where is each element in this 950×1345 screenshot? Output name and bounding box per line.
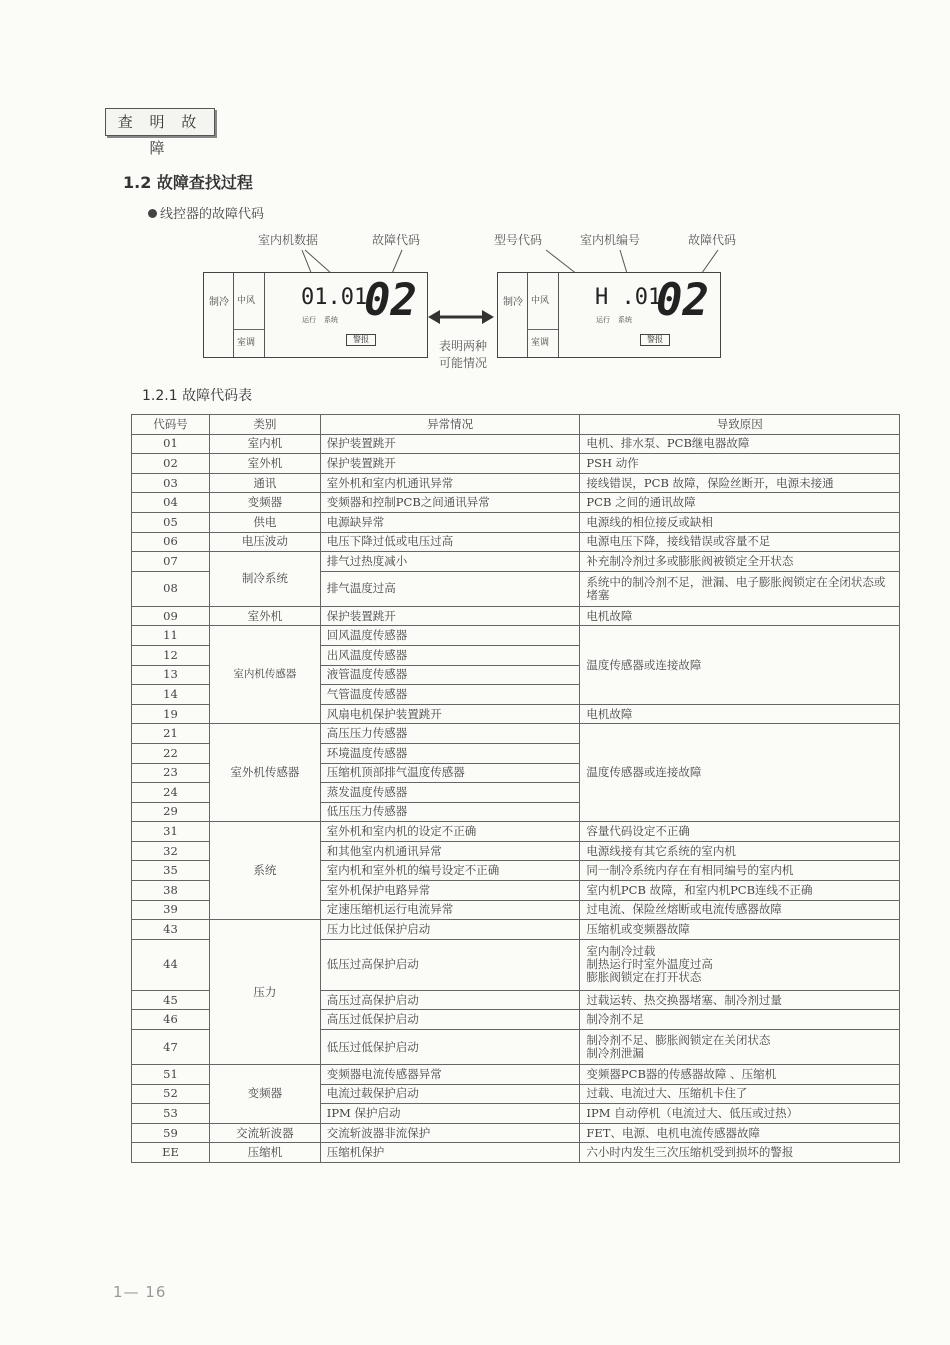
code-cell: 05 <box>132 512 210 532</box>
cause-cell: IPM 自动停机（电流过大、低压或过热） <box>580 1104 900 1124</box>
label-indoor-data: 室内机数据 <box>258 233 319 247</box>
table-row <box>132 473 900 493</box>
code-cell: 38 <box>132 881 210 901</box>
code-cell: 45 <box>132 990 210 1010</box>
code-cell: 08 <box>132 571 210 606</box>
header-abnormal: 异常情况 <box>320 415 580 435</box>
code-cell: 32 <box>132 841 210 861</box>
table-title: 1.2.1 故障代码表 <box>142 388 253 404</box>
cause-cell: 系统中的制冷剂不足，泄漏、电子膨胀阀锁定在全闭状态或堵塞 <box>580 571 900 606</box>
cause-cell: 变频器PCB器的传感器故障 、压缩机 <box>580 1065 900 1085</box>
code-cell: 39 <box>132 900 210 920</box>
cause-cell: 电源电压下降，接线错误或容量不足 <box>580 532 900 552</box>
table-row <box>132 626 900 646</box>
cause-cell: 温度传感器或连接故障 <box>580 626 900 704</box>
mode-label: 制冷 <box>209 297 229 308</box>
arrow-note-line: 可能情况 <box>438 356 487 370</box>
table-row <box>132 606 900 626</box>
section-tag: 查 明 故 障 <box>105 108 215 136</box>
header-category: 类别 <box>209 415 320 435</box>
cause-cell: 电源线接有其它系统的室内机 <box>580 841 900 861</box>
abnormal-cell: 压缩机顶部排气温度传感器 <box>320 763 580 783</box>
abnormal-cell: 液管温度传感器 <box>320 665 580 685</box>
category-cell: 室内机传感器 <box>209 626 320 724</box>
code-cell: 22 <box>132 743 210 763</box>
double-arrow <box>428 310 494 324</box>
cause-cell: 过载运转、热交换器堵塞、制冷剂过量 <box>580 990 900 1010</box>
abnormal-cell: 变频器和控制PCB之间通讯异常 <box>320 493 580 513</box>
cause-line: 制热运行时室外温度过高 <box>586 957 713 972</box>
abnormal-cell: 室外机保护电路异常 <box>320 881 580 901</box>
run-indicator: 运行 <box>302 316 316 324</box>
abnormal-cell: 低压过低保护启动 <box>320 1030 580 1065</box>
abnormal-cell: 回风温度传感器 <box>320 626 580 646</box>
table-row <box>132 493 900 513</box>
cause-cell: 过电流、保险丝熔断或电流传感器故障 <box>580 900 900 920</box>
abnormal-cell: 高压过低保护启动 <box>320 1010 580 1030</box>
category-cell: 系统 <box>209 822 320 920</box>
code-cell: 52 <box>132 1084 210 1104</box>
cause-cell: 电机故障 <box>580 606 900 626</box>
arrow-note-line: 表明两种 <box>438 339 487 353</box>
run-indicator: 运行 <box>596 316 610 324</box>
category-cell: 供电 <box>209 512 320 532</box>
category-cell: 室外机传感器 <box>209 724 320 822</box>
fault-code-digits: 02 <box>656 275 709 326</box>
abnormal-cell: 出风温度传感器 <box>320 645 580 665</box>
category-cell: 制冷系统 <box>209 552 320 607</box>
alarm-indicator: 警报 <box>346 334 376 346</box>
header-code: 代码号 <box>132 415 210 435</box>
table-row <box>132 920 900 940</box>
fault-code-table <box>131 414 900 1163</box>
abnormal-cell: 高压过高保护启动 <box>320 990 580 1010</box>
cause-line: 制冷剂不足、膨胀阀锁定在关闭状态 <box>586 1033 771 1048</box>
abnormal-cell: 蒸发温度传感器 <box>320 783 580 803</box>
code-cell: 01 <box>132 434 210 454</box>
category-cell: 室外机 <box>209 606 320 626</box>
abnormal-cell: 定速压缩机运行电流异常 <box>320 900 580 920</box>
table-row <box>132 1123 900 1143</box>
code-cell: 06 <box>132 532 210 552</box>
code-cell: 29 <box>132 802 210 822</box>
fan-label: 中风 <box>531 296 550 306</box>
table-row <box>132 512 900 532</box>
section-title: 1.2 故障查找过程 <box>123 173 253 192</box>
code-cell: 19 <box>132 704 210 724</box>
code-cell: 59 <box>132 1123 210 1143</box>
abnormal-cell: 排气过热度减小 <box>320 552 580 572</box>
table-header-row <box>132 415 900 435</box>
data-digits: 01.01 <box>301 285 368 310</box>
cause-cell: PSH 动作 <box>580 454 900 474</box>
cause-cell: 接线错误，PCB 故障，保险丝断开，电源未接通 <box>580 473 900 493</box>
mode-label: 制冷 <box>503 297 523 308</box>
cause-cell <box>580 939 900 990</box>
table-row <box>132 724 900 744</box>
cause-cell: 电机故障 <box>580 704 900 724</box>
abnormal-cell: 保护装置跳开 <box>320 454 580 474</box>
table-row <box>132 1143 900 1163</box>
abnormal-cell: 电压下降过低或电压过高 <box>320 532 580 552</box>
abnormal-cell: 低压压力传感器 <box>320 802 580 822</box>
category-cell: 压缩机 <box>209 1143 320 1163</box>
abnormal-cell: 高压压力传感器 <box>320 724 580 744</box>
label-model-code: 型号代码 <box>494 233 543 247</box>
category-cell: 压力 <box>209 920 320 1065</box>
category-cell: 变频器 <box>209 493 320 513</box>
abnormal-cell: 低压过高保护启动 <box>320 939 580 990</box>
abnormal-cell: 交流斩波器非流保护 <box>320 1123 580 1143</box>
cause-line: 室内制冷过载 <box>586 944 656 959</box>
code-cell: 03 <box>132 473 210 493</box>
cause-line: 制冷剂泄漏 <box>586 1046 644 1061</box>
system-indicator: 系统 <box>324 316 338 324</box>
fault-code-digits: 02 <box>364 275 417 326</box>
abnormal-cell: 室外机和室内机的设定不正确 <box>320 822 580 842</box>
code-cell: 31 <box>132 822 210 842</box>
arrow-note <box>430 338 496 372</box>
table-row <box>132 454 900 474</box>
abnormal-cell: IPM 保护启动 <box>320 1104 580 1124</box>
abnormal-cell: 气管温度传感器 <box>320 685 580 705</box>
cause-cell: 温度传感器或连接故障 <box>580 724 900 822</box>
category-cell: 交流斩波器 <box>209 1123 320 1143</box>
code-cell: 11 <box>132 626 210 646</box>
cause-cell: 容量代码设定不正确 <box>580 822 900 842</box>
abnormal-cell: 室内机和室外机的编号设定不正确 <box>320 861 580 881</box>
category-cell: 室内机 <box>209 434 320 454</box>
code-cell: 21 <box>132 724 210 744</box>
lcd-display-left <box>203 272 428 358</box>
lcd-display-right <box>497 272 721 358</box>
code-cell: 46 <box>132 1010 210 1030</box>
label-fault-code-left: 故障代码 <box>372 233 421 247</box>
cause-cell: PCB 之间的通讯故障 <box>580 493 900 513</box>
code-cell: 09 <box>132 606 210 626</box>
code-cell: 14 <box>132 685 210 705</box>
code-cell: 13 <box>132 665 210 685</box>
alarm-indicator: 警报 <box>640 334 670 346</box>
cause-cell: 室内机PCB 故障，和室内机PCB连线不正确 <box>580 881 900 901</box>
cause-cell: 电机、排水泵、PCB继电器故障 <box>580 434 900 454</box>
abnormal-cell: 排气温度过高 <box>320 571 580 606</box>
abnormal-cell: 电源缺异常 <box>320 512 580 532</box>
cause-cell: 同一制冷系统内存在有相同编号的室内机 <box>580 861 900 881</box>
code-cell: 24 <box>132 783 210 803</box>
cause-cell <box>580 1030 900 1065</box>
fan-label: 中风 <box>237 296 256 306</box>
label-fault-code-right: 故障代码 <box>688 233 737 247</box>
sub-heading-text: 线控器的故障代码 <box>160 207 265 222</box>
category-cell: 变频器 <box>209 1065 320 1124</box>
code-cell: 07 <box>132 552 210 572</box>
cause-cell: 压缩机或变频器故障 <box>580 920 900 940</box>
header-cause: 导致原因 <box>580 415 900 435</box>
category-cell: 室外机 <box>209 454 320 474</box>
code-cell: 43 <box>132 920 210 940</box>
code-cell: 44 <box>132 939 210 990</box>
table-row <box>132 822 900 842</box>
category-cell: 通讯 <box>209 473 320 493</box>
cause-cell: 电源线的相位接反或缺相 <box>580 512 900 532</box>
abnormal-cell: 压力比过低保护启动 <box>320 920 580 940</box>
cause-cell: 制冷剂不足 <box>580 1010 900 1030</box>
label-indoor-unit-no: 室内机编号 <box>580 233 641 247</box>
code-cell: 47 <box>132 1030 210 1065</box>
table-row <box>132 434 900 454</box>
abnormal-cell: 室外机和室内机通讯异常 <box>320 473 580 493</box>
abnormal-cell: 和其他室内机通讯异常 <box>320 841 580 861</box>
system-indicator: 系统 <box>618 316 632 324</box>
code-cell: 04 <box>132 493 210 513</box>
table-row <box>132 1065 900 1085</box>
cause-line: 膨胀阀锁定在打开状态 <box>586 970 702 985</box>
cause-cell: 过载、电流过大、压缩机卡住了 <box>580 1084 900 1104</box>
code-cell: 02 <box>132 454 210 474</box>
room-label: 室调 <box>237 338 256 348</box>
code-cell: 23 <box>132 763 210 783</box>
code-cell: 35 <box>132 861 210 881</box>
abnormal-cell: 环境温度传感器 <box>320 743 580 763</box>
code-cell: 51 <box>132 1065 210 1085</box>
table-row <box>132 552 900 572</box>
abnormal-cell: 压缩机保护 <box>320 1143 580 1163</box>
room-label: 室调 <box>531 338 550 348</box>
cause-cell: FET、电源、电机电流传感器故障 <box>580 1123 900 1143</box>
abnormal-cell: 电流过载保护启动 <box>320 1084 580 1104</box>
cause-cell: 补充制冷剂过多或膨胀阀被锁定全开状态 <box>580 552 900 572</box>
page-number: 1— 16 <box>113 1283 167 1301</box>
category-cell: 电压波动 <box>209 532 320 552</box>
code-cell: 12 <box>132 645 210 665</box>
cause-cell: 六小时内发生三次压缩机受到损坏的警报 <box>580 1143 900 1163</box>
abnormal-cell: 保护装置跳开 <box>320 434 580 454</box>
code-cell: EE <box>132 1143 210 1163</box>
table-row <box>132 532 900 552</box>
abnormal-cell: 保护装置跳开 <box>320 606 580 626</box>
model-digits: H .01 <box>595 285 662 310</box>
abnormal-cell: 变频器电流传感器异常 <box>320 1065 580 1085</box>
abnormal-cell: 风扇电机保护装置跳开 <box>320 704 580 724</box>
code-cell: 53 <box>132 1104 210 1124</box>
